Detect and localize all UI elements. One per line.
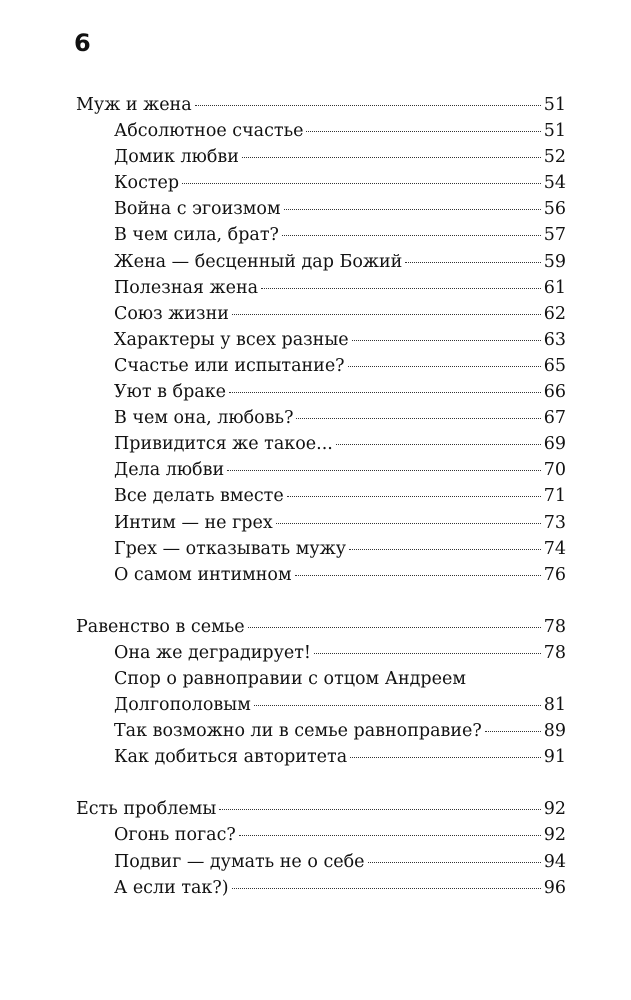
dot-leader (232, 888, 541, 889)
toc-entry-title: Долгополовым (114, 695, 251, 716)
toc-entry[interactable] (76, 222, 566, 248)
toc-entry-title: Муж и жена (76, 95, 192, 115)
dot-leader (254, 705, 541, 706)
dot-leader (276, 523, 541, 524)
toc-entry-title: Грех — отказывать мужу (114, 538, 347, 559)
toc-entry[interactable] (76, 275, 566, 301)
toc-entry-title: О самом интимном (114, 564, 292, 585)
toc-entry[interactable] (76, 327, 566, 353)
toc-entry-title: Домик любви (114, 147, 239, 168)
dot-leader (219, 809, 540, 810)
toc-entry[interactable] (76, 457, 566, 483)
dot-leader (314, 653, 541, 654)
dot-leader (287, 496, 541, 497)
toc-entry-title: Абсолютное счастье (114, 121, 304, 142)
toc-entry-title: Привидится же такое... (114, 434, 333, 455)
toc-entry[interactable] (76, 692, 566, 718)
dot-leader (306, 131, 540, 132)
toc-entry-page: 71 (543, 486, 566, 507)
toc-entry-title: Костер (114, 173, 180, 194)
toc-entry[interactable] (76, 849, 566, 875)
page-number: 6 (74, 29, 91, 57)
toc-entry-page: 56 (543, 199, 566, 220)
dot-leader (336, 444, 541, 445)
toc-entry-page: 54 (543, 173, 566, 194)
toc-entry-title: А если так?) (114, 877, 229, 898)
toc-section-heading[interactable] (76, 796, 566, 822)
toc-entry-title: Война с эгоизмом (114, 199, 281, 220)
toc-entry[interactable] (76, 562, 566, 588)
toc-entry[interactable] (76, 510, 566, 536)
toc-entry[interactable] (76, 875, 566, 901)
toc-entry[interactable] (76, 353, 566, 379)
toc-entry-title: Подвиг — думать не о себе (114, 851, 365, 872)
toc-entry[interactable] (76, 405, 566, 431)
dot-leader (239, 835, 541, 836)
dot-leader (296, 418, 540, 419)
toc-entry[interactable] (76, 718, 566, 744)
toc-entry[interactable] (76, 822, 566, 848)
toc-entry-page: 59 (543, 251, 566, 272)
toc-entry[interactable] (76, 301, 566, 327)
dot-leader (182, 183, 541, 184)
toc-section-problems (76, 796, 566, 900)
toc-entry-page: 52 (543, 147, 566, 168)
toc-entry[interactable] (76, 170, 566, 196)
toc-entry-page: 63 (543, 329, 566, 350)
toc-entry[interactable] (76, 431, 566, 457)
toc-entry-title: Равенство в семье (76, 616, 245, 637)
toc-entry[interactable] (76, 118, 566, 144)
toc-entry-title: Жена — бесценный дар Божий (114, 251, 403, 272)
dot-leader (368, 862, 541, 863)
toc-entry[interactable] (76, 640, 566, 666)
dot-leader (282, 235, 541, 236)
toc-entry-title: В чем она, любовь? (114, 408, 294, 429)
toc-entry-page: 67 (543, 408, 566, 429)
toc-entry-title: Как добиться авторитета (114, 747, 348, 768)
toc-entry-page: 96 (543, 877, 566, 898)
toc-entry-page: 91 (543, 747, 566, 768)
toc-entry-page: 92 (543, 799, 566, 820)
toc-section-heading[interactable] (76, 92, 566, 118)
toc-entry-page: 70 (543, 460, 566, 481)
toc-entry-page: 66 (543, 382, 566, 403)
toc-entry-title: Она же деградирует! (114, 642, 311, 663)
toc-entry-title: Так возможно ли в семье равноправие? (114, 721, 482, 742)
toc-entry-title: Полезная жена (114, 277, 259, 298)
toc-entry-page: 78 (543, 642, 566, 663)
dot-leader (295, 575, 541, 576)
dot-leader (485, 731, 541, 732)
toc-entry-title: Союз жизни (114, 303, 229, 324)
toc-entry[interactable] (76, 249, 566, 275)
dot-leader (229, 392, 541, 393)
toc-entry-title: Характеры у всех разные (114, 329, 349, 350)
dot-leader (352, 340, 541, 341)
dot-leader (284, 209, 541, 210)
dot-leader (261, 288, 541, 289)
toc-entry-page: 69 (543, 434, 566, 455)
toc-entry-title: Есть проблемы (76, 799, 217, 820)
toc-entry[interactable] (76, 483, 566, 509)
toc-entry-title: Счастье или испытание? (114, 355, 345, 376)
dot-leader (248, 627, 541, 628)
toc-entry-page: 65 (543, 355, 566, 376)
dot-leader (350, 757, 541, 758)
toc-section-equality (76, 614, 566, 771)
toc-entry-page: 78 (543, 616, 566, 637)
toc-entry-page: 94 (543, 851, 566, 872)
dot-leader (227, 470, 541, 471)
toc-entry-page: 61 (543, 277, 566, 298)
dot-leader (349, 549, 541, 550)
toc-entry-page: 51 (543, 95, 566, 115)
toc-section-marriage (76, 92, 566, 588)
dot-leader (242, 157, 541, 158)
dot-leader (195, 105, 541, 106)
toc-entry-page: 76 (543, 564, 566, 585)
toc-entry-title-line1[interactable]: Спор о равноправии с отцом Андреем (114, 668, 466, 689)
toc-section-heading[interactable] (76, 614, 566, 640)
toc-entry-page: 89 (543, 721, 566, 742)
toc-entry-page: 92 (543, 825, 566, 846)
toc-entry-page: 81 (543, 695, 566, 716)
toc-entry-title: Дела любви (114, 460, 225, 481)
toc-entry[interactable] (76, 379, 566, 405)
dot-leader (232, 314, 541, 315)
toc-entry-title: Все делать вместе (114, 486, 284, 507)
toc-entry[interactable] (76, 196, 566, 222)
toc-entry-title: Интим — не грех (114, 512, 273, 533)
toc-entry-title: Огонь погас? (114, 825, 236, 846)
toc-entry-page: 57 (543, 225, 566, 246)
toc-entry[interactable] (76, 144, 566, 170)
toc-entry[interactable] (76, 744, 566, 770)
dot-leader (405, 262, 540, 263)
toc-entry-title: В чем сила, брат? (114, 225, 279, 246)
toc-entry-page: 51 (543, 121, 566, 142)
toc-entry-title: Уют в браке (114, 382, 227, 403)
dot-leader (348, 366, 541, 367)
toc-entry-page: 74 (543, 538, 566, 559)
toc-entry-page: 73 (543, 512, 566, 533)
toc-entry-page: 62 (543, 303, 566, 324)
toc-entry[interactable] (76, 536, 566, 562)
table-of-contents (76, 92, 566, 919)
